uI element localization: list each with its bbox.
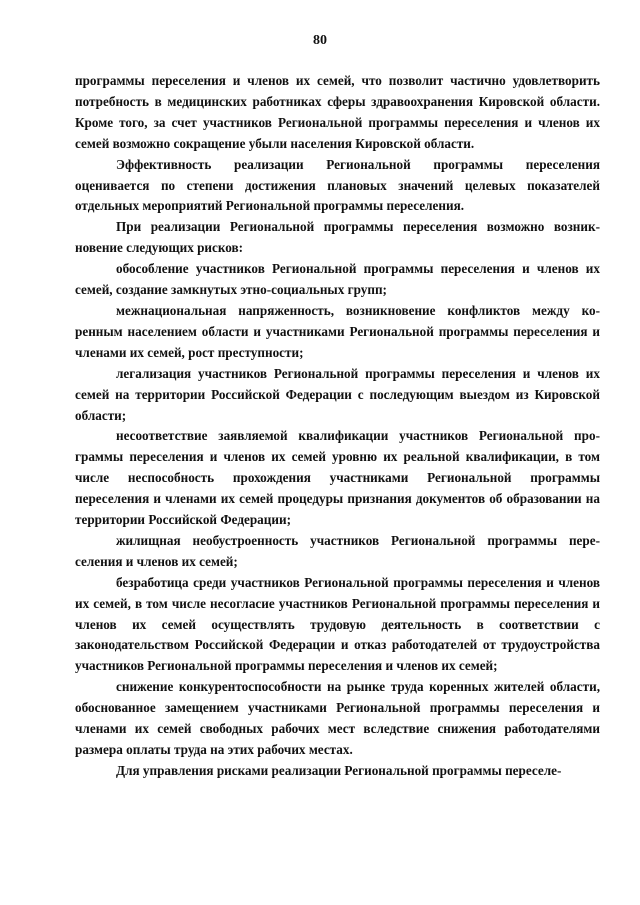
paragraph: Для управления рисками реализации Региональной программы переселе-: [116, 762, 562, 778]
list-item: жилищная необустроенность участников Региональной программы переселения и членов их семей;: [75, 532, 600, 569]
list-item: обособление участников Региональной программы переселения и членов их семей, создание замкнутых этно-социальных групп;: [75, 261, 600, 298]
page-number: 80: [313, 33, 327, 48]
list-item: несоответствие заявляемой квалификации участников Региональной программы переселения и членов их семей уровню их реальной квалификации, в том числе неспособность прохождения участниками Региональной программы переселения и членами их семей процедуры признания документов об образовании на территории Российской Федерации;: [75, 428, 600, 528]
list-item: легализация участников Региональной программы переселения и членов их семей на территории Российской Федерации с последующим выездом из Кировской области;: [75, 365, 600, 423]
paragraph: При реализации Региональной программы переселения возможно возникновение следующих рисков:: [75, 219, 600, 256]
paragraph: Эффективность реализации Региональной программы переселения оценивается по степени достижения плановых значений целевых показателей отдельных мероприятий Региональной программы переселения.: [75, 156, 600, 214]
paragraph: программы переселения и членов их семей, что позволит частично удовлетворить потребность в медицинских работниках сферы здравоохранения Кировской области. Кроме того, за счет участников Региональной программы переселения и членов их семей возможно сокращение убыли населения Кировской области.: [75, 73, 600, 151]
text-body: [75, 71, 600, 782]
list-item: межнациональная напряженность, возникновение конфликтов между коренным населением области и участниками Региональной программы переселения и членами их семей, рост преступности;: [75, 302, 600, 360]
list-item: снижение конкурентоспособности на рынке труда коренных жителей области, обоснованное замещением участниками Региональной программы переселения и членами их семей свободных рабочих мест вследствие снижения работодателями размера оплаты труда на этих рабочих местах.: [75, 679, 600, 757]
list-item: безработица среди участников Региональной программы переселения и членов их семей, в том числе несогласие участников Региональной программы переселения и членов их семей осуществлять трудовую деятельность в соответствии с законодательством Российской Федерации и отказ работодателей от трудоустройства участников Региональной программы переселения и членов их семей;: [75, 574, 600, 674]
